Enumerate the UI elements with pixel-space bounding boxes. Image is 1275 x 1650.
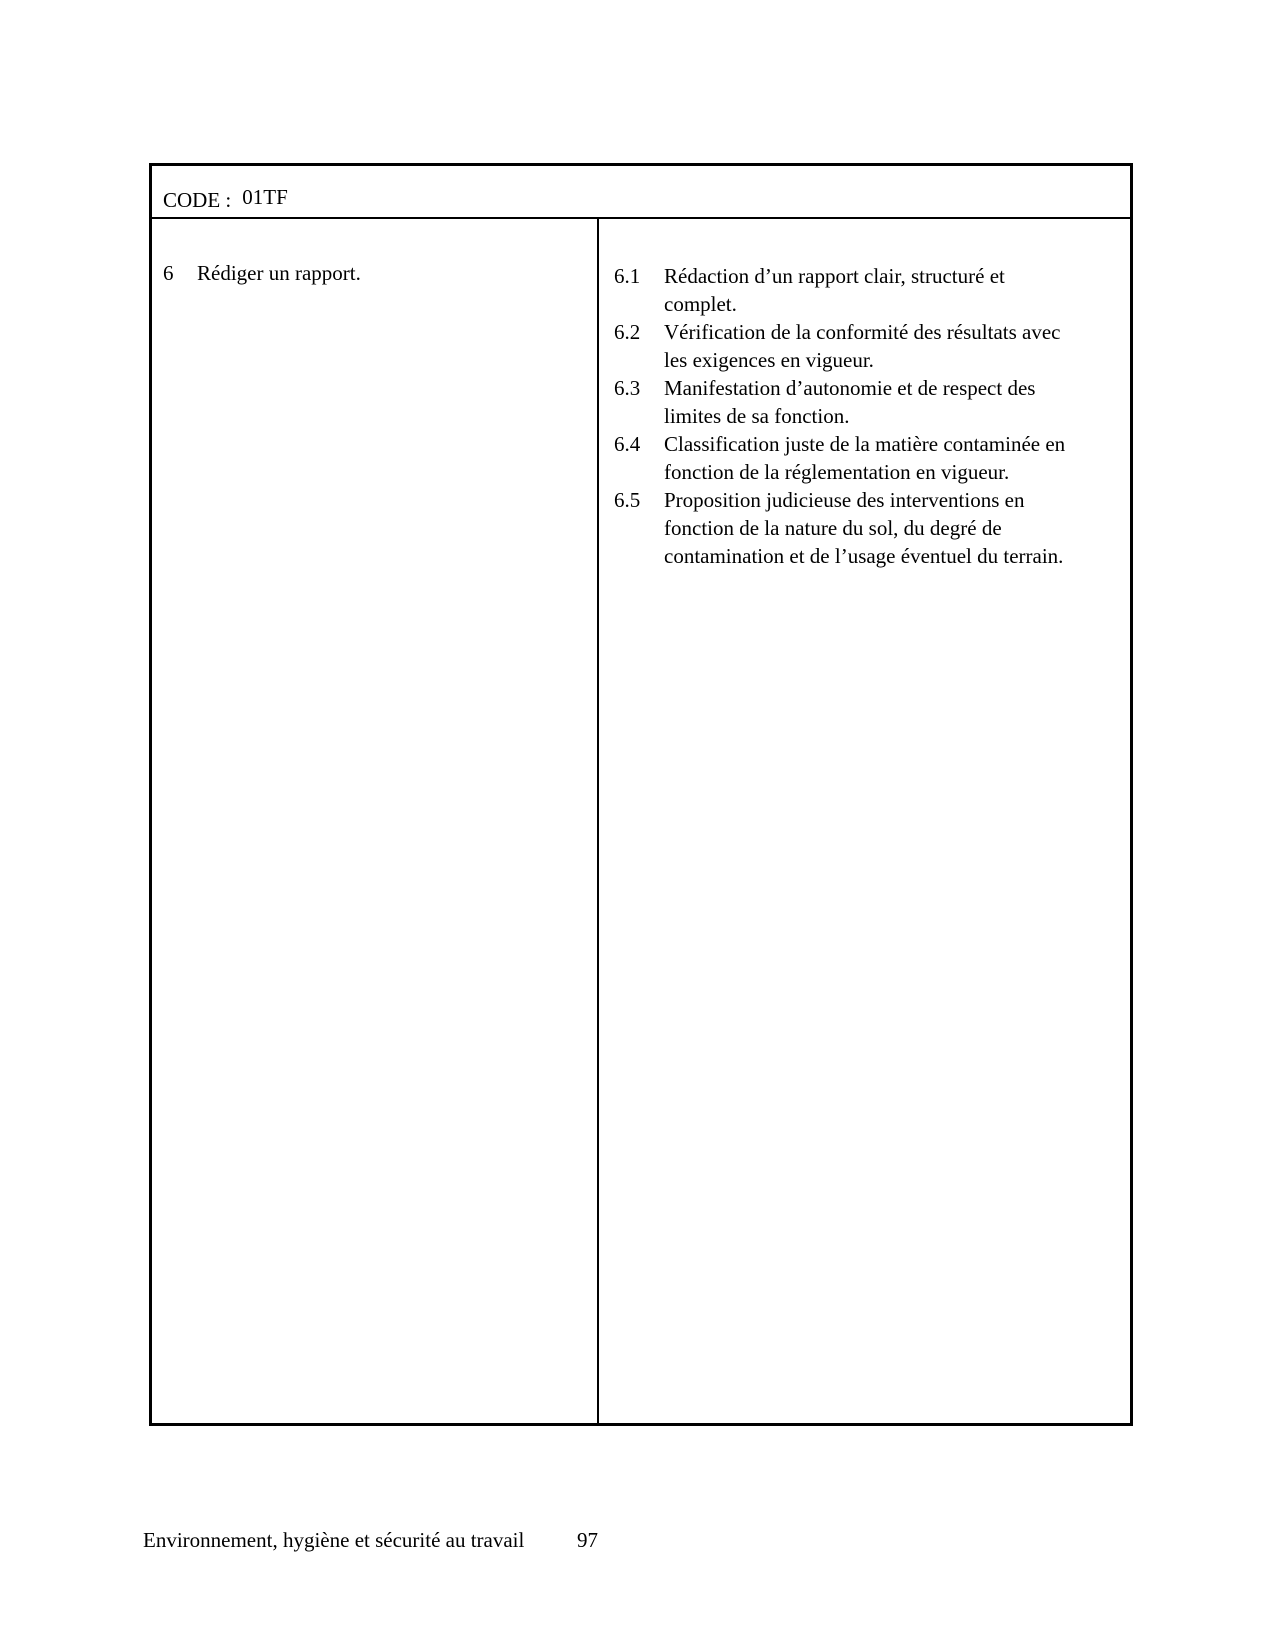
page-number: 97 — [577, 1528, 598, 1552]
task-number: 6 — [163, 261, 174, 285]
table-body-row — [152, 219, 1130, 1423]
criteria-text-line: Vérification de la conformité des résultats avec — [664, 320, 1061, 344]
criteria-text — [664, 318, 1119, 374]
page-footer — [143, 1526, 763, 1554]
criteria-list — [614, 262, 1130, 570]
criteria-text — [664, 486, 1119, 570]
task-text: Rédiger un rapport. — [197, 261, 361, 285]
criteria-item — [614, 318, 1130, 374]
criteria-number: 6.3 — [614, 376, 641, 400]
criteria-text-line: contamination et de l’usage éventuel du terrain. — [664, 544, 1064, 568]
criteria-text-line: les exigences en vigueur. — [664, 348, 874, 372]
criteria-text-line: fonction de la réglementation en vigueur. — [664, 460, 1010, 484]
criteria-number: 6.2 — [614, 320, 641, 344]
criteria-item — [614, 374, 1130, 430]
code-value: 01TF — [242, 185, 288, 209]
criteria-text-line: Classification juste de la matière contaminée en — [664, 432, 1066, 456]
task-cell — [152, 219, 597, 1423]
criteria-text-line: complet. — [664, 292, 737, 316]
code-header-row — [152, 166, 1130, 219]
criteria-text-line: fonction de la nature du sol, du degré de — [664, 516, 1002, 540]
criteria-text — [664, 374, 1119, 430]
criteria-item — [614, 430, 1130, 486]
evaluation-table — [149, 163, 1133, 1426]
criteria-text-line: Rédaction d’un rapport clair, structuré et — [664, 264, 1005, 288]
criteria-item — [614, 262, 1130, 318]
criteria-number: 6.5 — [614, 488, 641, 512]
criteria-text — [664, 430, 1119, 486]
criteria-text-line: Proposition judicieuse des interventions en — [664, 488, 1025, 512]
footer-title: Environnement, hygiène et sécurité au travail — [143, 1528, 525, 1552]
criteria-number: 6.1 — [614, 264, 641, 288]
criteria-cell — [597, 219, 1130, 1423]
criteria-text-line: limites de sa fonction. — [664, 404, 850, 428]
code-label: CODE : — [163, 188, 232, 212]
criteria-item — [614, 486, 1130, 570]
criteria-number: 6.4 — [614, 432, 641, 456]
criteria-text — [664, 262, 1119, 318]
criteria-text-line: Manifestation d’autonomie et de respect des — [664, 376, 1036, 400]
